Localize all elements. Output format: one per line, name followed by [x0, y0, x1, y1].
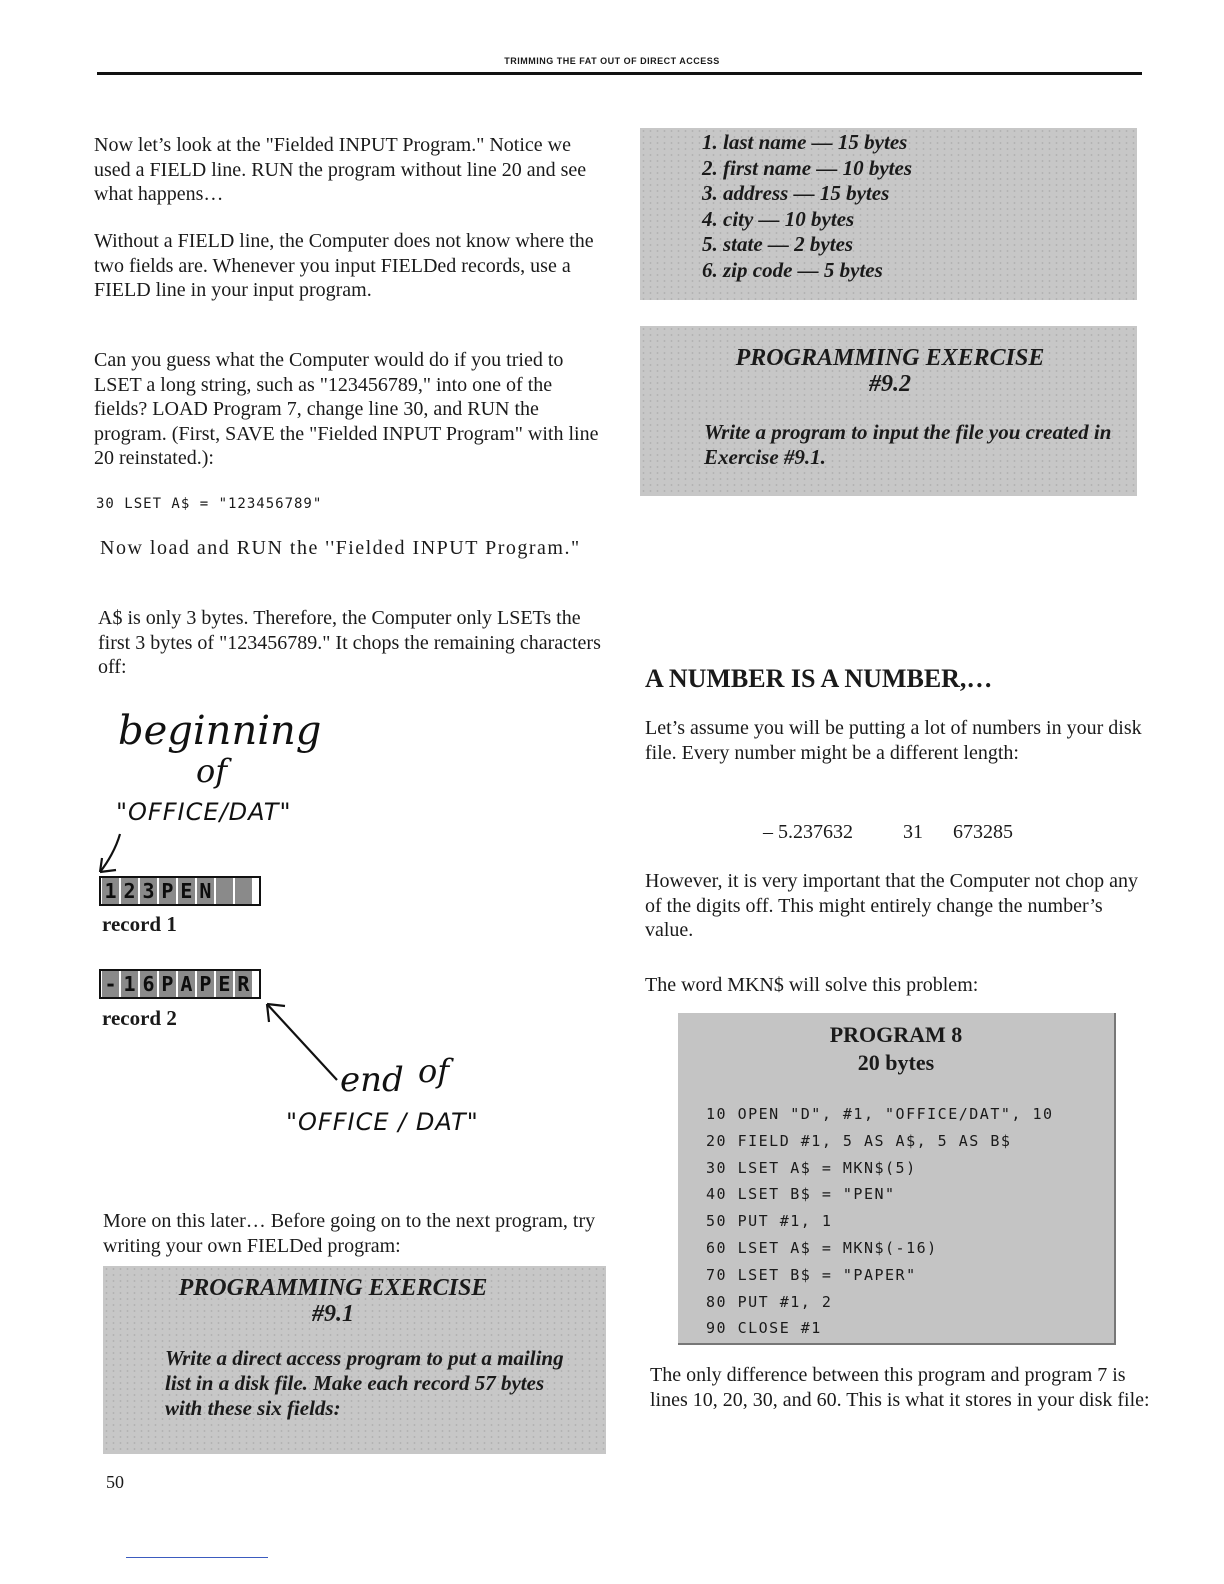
paragraph-mkn-solves: The word MKN$ will solve this problem: [645, 974, 979, 996]
handwritten-beginning: beginning [118, 708, 322, 754]
record-2-cells [99, 969, 261, 999]
field-item: 4. city — 10 bytes [702, 206, 855, 231]
exercise-9-1-number: #9.1 [312, 1301, 354, 1327]
handwritten-office-dat-1: "OFFICE/DAT" [116, 798, 292, 826]
field-list-box [640, 128, 1137, 300]
paragraph-only-difference: The only difference between this program and program 7 is lines 10, 20, 30, and 60. This is what it stores in your disk file: [650, 1364, 1150, 1411]
record-1-cell: 1 [102, 878, 119, 904]
record-1-cell: N [197, 878, 214, 904]
record-2-cell: P [197, 971, 214, 997]
field-list [702, 130, 912, 283]
field-item: 6. zip code — 5 bytes [702, 257, 883, 282]
field-item: 3. address — 15 bytes [702, 181, 890, 205]
record-1-label: record 1 [102, 912, 177, 936]
program-8-box [678, 1013, 1116, 1345]
paragraph-more-on-this: More on this later… Before going on to the next program, try writing your own FIELDed program: [103, 1210, 596, 1257]
program-line: 20 FIELD #1, 5 AS A$, 5 AS B$ [706, 1131, 1012, 1150]
paragraph-not-chop: However, it is very important that the Computer not chop any of the digits off. This might entirely change the number’s value. [645, 870, 1138, 941]
number-example-2: 31 [903, 821, 923, 843]
number-example-3: 673285 [953, 821, 1013, 843]
program-8-listing [706, 1101, 1054, 1342]
record-2-cell: - [102, 971, 119, 997]
paragraph-now-load: Now load and RUN the ''Fielded INPUT Program." [100, 537, 581, 559]
exercise-9-2-box [640, 326, 1137, 496]
record-1-cell: 3 [140, 878, 157, 904]
arrow-to-record-1-icon [90, 828, 130, 880]
record-1-cell [216, 878, 233, 904]
exercise-9-2-number: #9.2 [869, 371, 911, 397]
paragraph-without-field: Without a FIELD line, the Computer does not know where the two fields are. Whenever you input FIELDed records, use a FIELD line in your input program. [94, 230, 594, 301]
exercise-9-2-title: PROGRAMMING EXERCISE [735, 345, 1045, 371]
handwritten-of-2: of [418, 1052, 450, 1090]
program-line: 50 PUT #1, 1 [706, 1212, 833, 1231]
page-number: 50 [106, 1472, 124, 1492]
field-item: 5. state — 2 bytes [702, 232, 854, 256]
paragraph-assume-numbers: Let’s assume you will be putting a lot of numbers in your disk file. Every number might be a different length: [645, 717, 1142, 764]
record-1-cell: E [178, 878, 195, 904]
footer-link-rule [126, 1557, 268, 1558]
header-rule [97, 72, 1142, 75]
field-item: 1. last name — 15 bytes [702, 130, 908, 154]
record-2-cell: R [235, 971, 252, 997]
number-example-1: – 5.237632 [763, 821, 853, 843]
program-line: 80 PUT #1, 2 [706, 1292, 833, 1311]
exercise-9-1-body: Write a direct access program to put a mailing list in a disk file. Make each record 57 bytes with these six fields: [165, 1346, 564, 1420]
record-1-cell: 2 [121, 878, 138, 904]
record-2-cell: A [178, 971, 195, 997]
exercise-9-2-body: Write a program to input the file you created in Exercise #9.1. [704, 420, 1112, 469]
paragraph-a-is-3-bytes: A$ is only 3 bytes. Therefore, the Computer only LSETs the first 3 bytes of "123456789." It chops the remaining characters off: [98, 607, 601, 678]
program-8-subtitle: 20 bytes [857, 1050, 935, 1075]
record-2-cell: P [159, 971, 176, 997]
section-heading: A NUMBER IS A NUMBER,… [645, 664, 993, 693]
record-2-cell: E [216, 971, 233, 997]
program-line: 70 LSET B$ = "PAPER" [706, 1265, 917, 1284]
record-2-cell: 6 [140, 971, 157, 997]
program-8-title: PROGRAM 8 [829, 1022, 963, 1047]
handwritten-of-1: of [196, 752, 228, 790]
record-1-cell: P [159, 878, 176, 904]
program-line: 10 OPEN "D", #1, "OFFICE/DAT", 10 [706, 1105, 1054, 1123]
program-line: 90 CLOSE #1 [706, 1319, 822, 1338]
paragraph-fielded-input: Now let’s look at the "Fielded INPUT Program." Notice we used a FIELD line. RUN the program without line 20 and see what happens… [94, 134, 587, 205]
program-line: 40 LSET B$ = "PEN" [706, 1185, 896, 1204]
program-line: 30 LSET A$ = MKN$(5) [706, 1158, 917, 1177]
running-head: TRIMMING THE FAT OUT OF DIRECT ACCESS [504, 56, 720, 66]
arrow-from-end-icon [255, 990, 350, 1090]
code-line-30: 30 LSET A$ = "123456789" [96, 496, 323, 512]
record-2-label: record 2 [102, 1006, 177, 1030]
program-line: 60 LSET A$ = MKN$(-16) [706, 1238, 938, 1257]
paragraph-lset-long-string: Can you guess what the Computer would do if you tried to LSET a long string, such as "123456789," into one of the fields? LOAD Program 7, change line 30, and RUN the program. (First, SAVE the "Fielded INPUT Program" with line 20 reinstated.): [94, 349, 599, 469]
record-2-cell: 1 [121, 971, 138, 997]
field-item: 2. first name — 10 bytes [702, 155, 912, 180]
exercise-9-1-box [103, 1266, 606, 1454]
handwritten-office-dat-2: "OFFICE / DAT" [286, 1108, 479, 1136]
record-1-cell [235, 878, 252, 904]
record-1-cells [99, 876, 261, 906]
handwritten-end: end [340, 1060, 404, 1100]
exercise-9-1-title: PROGRAMMING EXERCISE [178, 1275, 488, 1301]
